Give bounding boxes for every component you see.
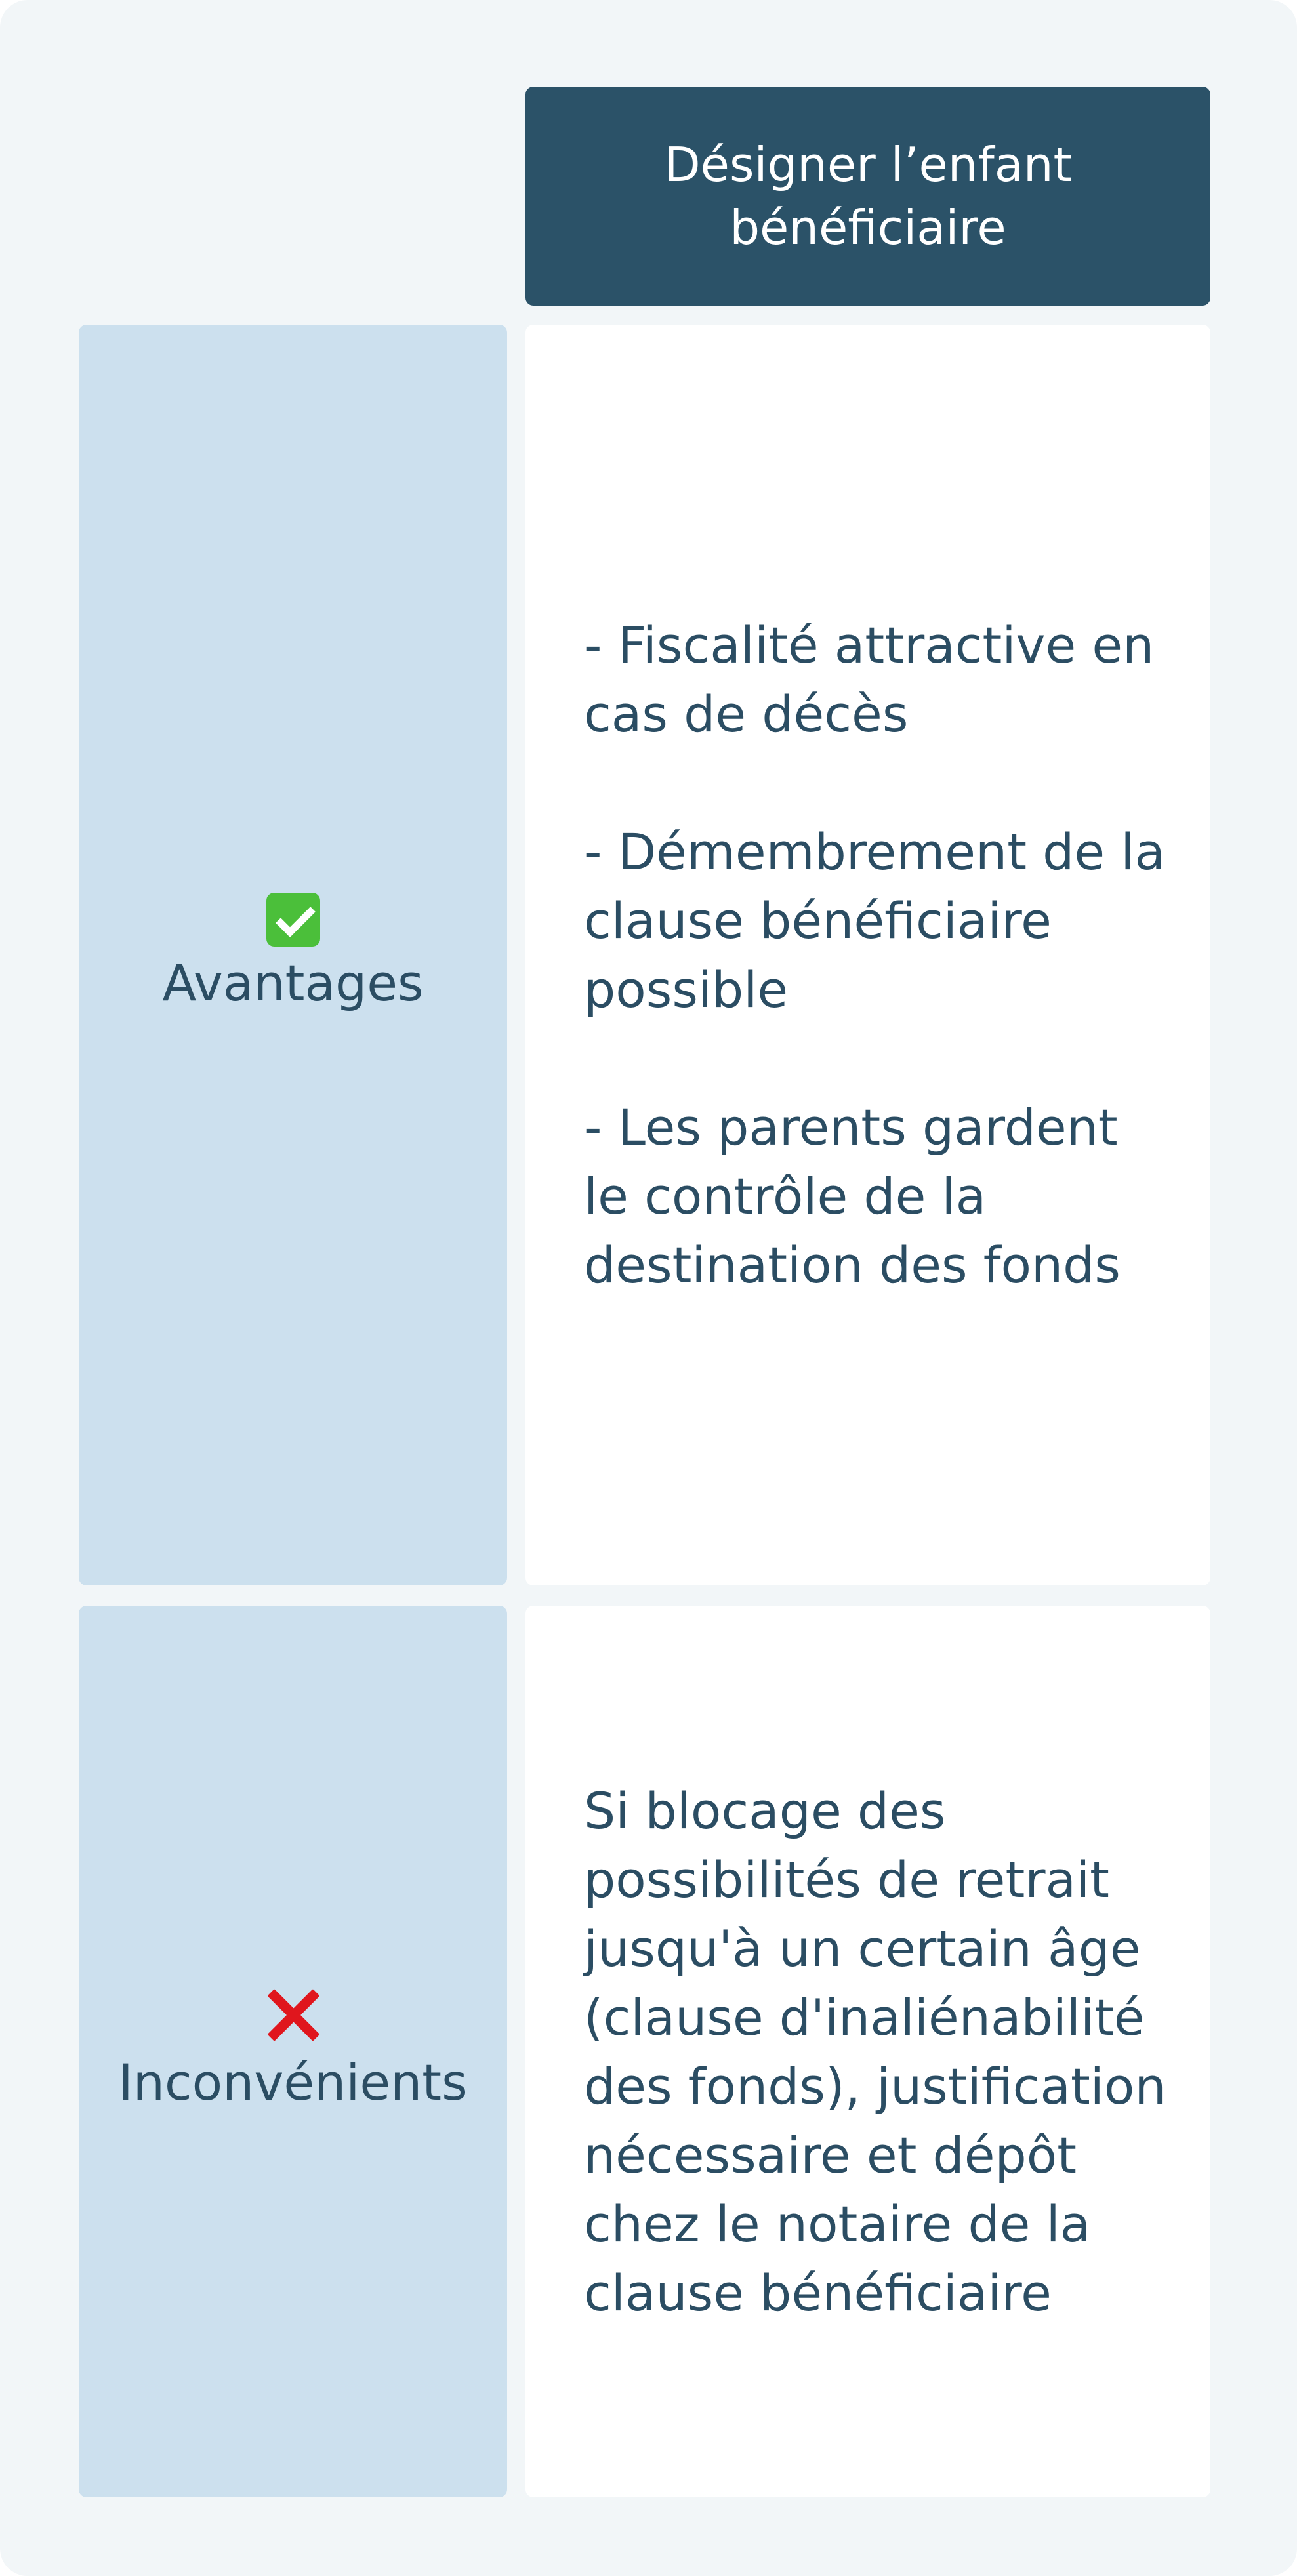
check-mark-icon bbox=[266, 893, 320, 947]
row-label-drawbacks bbox=[79, 1606, 507, 2497]
row-label-text: Avantages bbox=[162, 954, 424, 1012]
advantages-text: - Fiscalité attractive en cas de décès - Démembrement de la clause bénéficiaire possible - Les parents gardent le contrôle de la destination des fonds bbox=[584, 616, 1166, 1294]
row-content-advantages bbox=[525, 325, 1210, 1585]
cross-mark-icon bbox=[265, 1987, 321, 2043]
row-content-drawbacks bbox=[525, 1606, 1210, 2497]
column-header-title: Désigner l’enfant bénéficiaire bbox=[664, 137, 1072, 255]
column-header bbox=[525, 87, 1210, 306]
row-label-advantages bbox=[79, 325, 507, 1585]
drawbacks-text: Si blocage des possibilités de retrait jusqu'à un certain âge (clause d'inaliénabilité des fonds), justification nécessaire et dépôt chez le notaire de la clause bénéficiaire bbox=[584, 1781, 1182, 2322]
row-label-text: Inconvénients bbox=[118, 2053, 468, 2112]
